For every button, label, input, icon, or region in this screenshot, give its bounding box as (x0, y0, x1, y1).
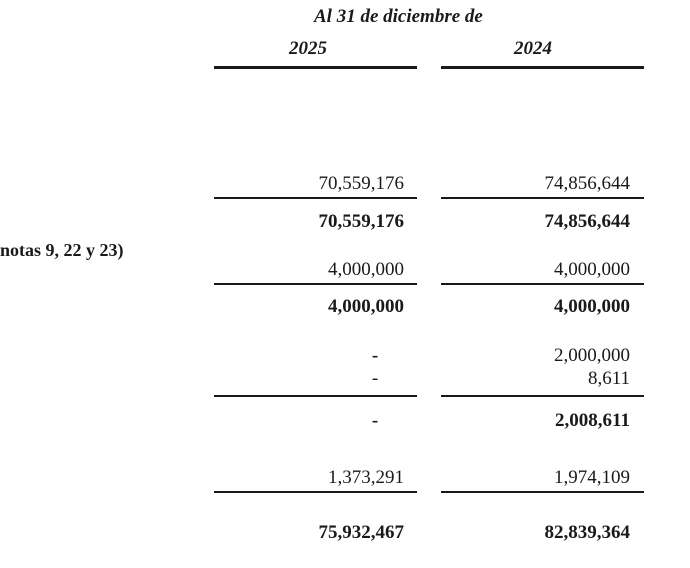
grand-total-2025: 75,932,467 (318, 522, 404, 543)
row3-rule-2024 (441, 395, 644, 397)
row1-total-2024: 74,856,644 (544, 211, 630, 232)
column-header-2025: 2025 (289, 38, 327, 59)
row2-2024: 4,000,000 (554, 259, 630, 280)
row1-total-2025: 70,559,176 (318, 211, 404, 232)
grand-total-2024: 82,839,364 (544, 522, 630, 543)
row3-rule-2025 (214, 395, 417, 397)
row4-rule-2024 (441, 491, 644, 493)
row1-2024: 74,856,644 (544, 173, 630, 194)
header-rule-2024 (441, 66, 644, 69)
header-rule-2025 (214, 66, 417, 69)
row1-2025: 70,559,176 (318, 173, 404, 194)
row3-total-2025: - (371, 410, 379, 431)
column-header-2024: 2024 (514, 38, 552, 59)
row-label-notes: notas 9, 22 y 23) (0, 240, 124, 260)
row1-rule-2025 (214, 197, 417, 199)
period-title: Al 31 de diciembre de (314, 6, 483, 27)
row2-rule-2025 (214, 283, 417, 285)
row2-rule-2024 (441, 283, 644, 285)
row1-rule-2024 (441, 197, 644, 199)
row3b-2024: 8,611 (587, 368, 630, 389)
row4-rule-2025 (214, 491, 417, 493)
row3b-2025: - (371, 368, 379, 389)
row2-2025: 4,000,000 (328, 259, 404, 280)
row4-2025: 1,373,291 (328, 467, 404, 488)
row4-2024: 1,974,109 (554, 467, 630, 488)
row2-total-2025: 4,000,000 (328, 296, 404, 317)
row3a-2024: 2,000,000 (554, 345, 630, 366)
row3-total-2024: 2,008,611 (555, 410, 630, 431)
row3a-2025: - (371, 345, 379, 366)
row2-total-2024: 4,000,000 (554, 296, 630, 317)
